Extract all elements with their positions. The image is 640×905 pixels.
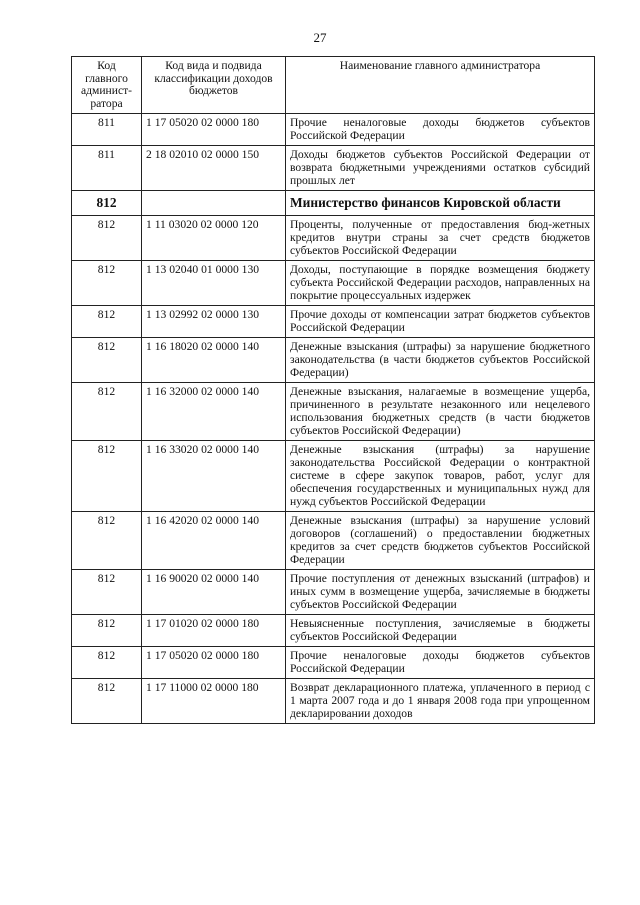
- revenue-code-cell: 1 16 33020 02 0000 140: [142, 441, 286, 512]
- admin-code-cell: 812: [72, 261, 142, 306]
- admin-code-cell: 812: [72, 512, 142, 570]
- table-row: [72, 306, 595, 338]
- admin-code-cell: 812: [72, 306, 142, 338]
- admin-name-cell: Денежные взыскания (штрафы) за нарушение бюджетного законодательства (в части бюджетов субъектов Российской Федерации): [286, 338, 595, 383]
- table-row: [72, 114, 595, 146]
- admin-code-cell: 812: [72, 216, 142, 261]
- revenue-code-cell: 1 16 32000 02 0000 140: [142, 383, 286, 441]
- revenue-code-cell: 2 18 02010 02 0000 150: [142, 146, 286, 191]
- admin-name-cell: Проценты, полученные от предоставления бюд-жетных кредитов внутри страны за счет средств бюджетов субъектов Российской Федерации: [286, 216, 595, 261]
- table-row: [72, 615, 595, 647]
- header-admin-name: Наименование главного администратора: [286, 57, 595, 114]
- admin-name-cell: Прочие поступления от денежных взысканий (штрафов) и иных сумм в возмещение ущерба, зачисляемые в бюджеты субъектов Российской Федерации: [286, 570, 595, 615]
- admin-code-cell: 812: [72, 338, 142, 383]
- table-row: [72, 679, 595, 724]
- table-body: [72, 114, 595, 724]
- admin-name-cell: Доходы бюджетов субъектов Российской Федерации от возврата бюджетными учреждениями остатков субсидий прошлых лет: [286, 146, 595, 191]
- admin-name-cell: Невыясненные поступления, зачисляемые в бюджеты субъектов Российской Федерации: [286, 615, 595, 647]
- admin-code-cell: 812: [72, 570, 142, 615]
- revenue-code-cell: 1 11 03020 02 0000 120: [142, 216, 286, 261]
- page-number: 27: [313, 30, 327, 45]
- admin-code-cell: 812: [72, 441, 142, 512]
- admin-name-cell: Министерство финансов Кировской области: [286, 191, 595, 216]
- table-row: [72, 338, 595, 383]
- admin-code-cell: 812: [72, 383, 142, 441]
- admin-code-cell: 811: [72, 146, 142, 191]
- revenue-code-cell: 1 16 90020 02 0000 140: [142, 570, 286, 615]
- table-row: [72, 216, 595, 261]
- revenue-code-cell: 1 13 02992 02 0000 130: [142, 306, 286, 338]
- revenue-code-cell: 1 13 02040 01 0000 130: [142, 261, 286, 306]
- admin-name-cell: Доходы, поступающие в порядке возмещения бюджету субъекта Российской Федерации расходов, направленных на покрытие процессуальных издержек: [286, 261, 595, 306]
- header-revenue-code: Код вида и подвида классификации доходов бюджетов: [142, 57, 286, 114]
- admin-code-cell: 812: [72, 647, 142, 679]
- admin-name-cell: Денежные взыскания (штрафы) за нарушение законодательства Российской Федерации о контрактной системе в сфере закупок товаров, работ, услуг для обеспечения государственных и муниципальных нужд для нужд субъектов Российской Федерации: [286, 441, 595, 512]
- table-section-row: [72, 191, 595, 216]
- table-header-row: [72, 57, 595, 114]
- header-admin-code: Код главного админист-ратора: [72, 57, 142, 114]
- revenue-code-cell: 1 17 05020 02 0000 180: [142, 647, 286, 679]
- revenue-administrators-table: [71, 56, 595, 724]
- admin-name-cell: Денежные взыскания (штрафы) за нарушение условий договоров (соглашений) о предоставлении бюджетных кредитов за счет средств бюджетов субъектов Российской Федерации: [286, 512, 595, 570]
- table-row: [72, 261, 595, 306]
- revenue-code-cell: 1 17 01020 02 0000 180: [142, 615, 286, 647]
- admin-name-cell: Прочие неналоговые доходы бюджетов субъектов Российской Федерации: [286, 647, 595, 679]
- admin-name-cell: Возврат декларационного платежа, уплаченного в период с 1 марта 2007 года и до 1 января 2008 года при упрощенном декларировании доходов: [286, 679, 595, 724]
- table-row: [72, 647, 595, 679]
- admin-name-cell: Прочие доходы от компенсации затрат бюджетов субъектов Российской Федерации: [286, 306, 595, 338]
- revenue-code-cell: 1 16 42020 02 0000 140: [142, 512, 286, 570]
- admin-code-cell: 812: [72, 191, 142, 216]
- table-row: [72, 512, 595, 570]
- table-row: [72, 441, 595, 512]
- admin-name-cell: Денежные взыскания, налагаемые в возмещение ущерба, причиненного в результате незаконного или нецелевого использования бюджетных средств (в части бюджетов субъектов Российской Федерации): [286, 383, 595, 441]
- admin-code-cell: 811: [72, 114, 142, 146]
- revenue-code-cell: [142, 191, 286, 216]
- revenue-code-cell: 1 17 11000 02 0000 180: [142, 679, 286, 724]
- table-row: [72, 146, 595, 191]
- admin-name-cell: Прочие неналоговые доходы бюджетов субъектов Российской Федерации: [286, 114, 595, 146]
- revenue-code-cell: 1 16 18020 02 0000 140: [142, 338, 286, 383]
- admin-code-cell: 812: [72, 615, 142, 647]
- admin-code-cell: 812: [72, 679, 142, 724]
- table-row: [72, 383, 595, 441]
- revenue-code-cell: 1 17 05020 02 0000 180: [142, 114, 286, 146]
- table-row: [72, 570, 595, 615]
